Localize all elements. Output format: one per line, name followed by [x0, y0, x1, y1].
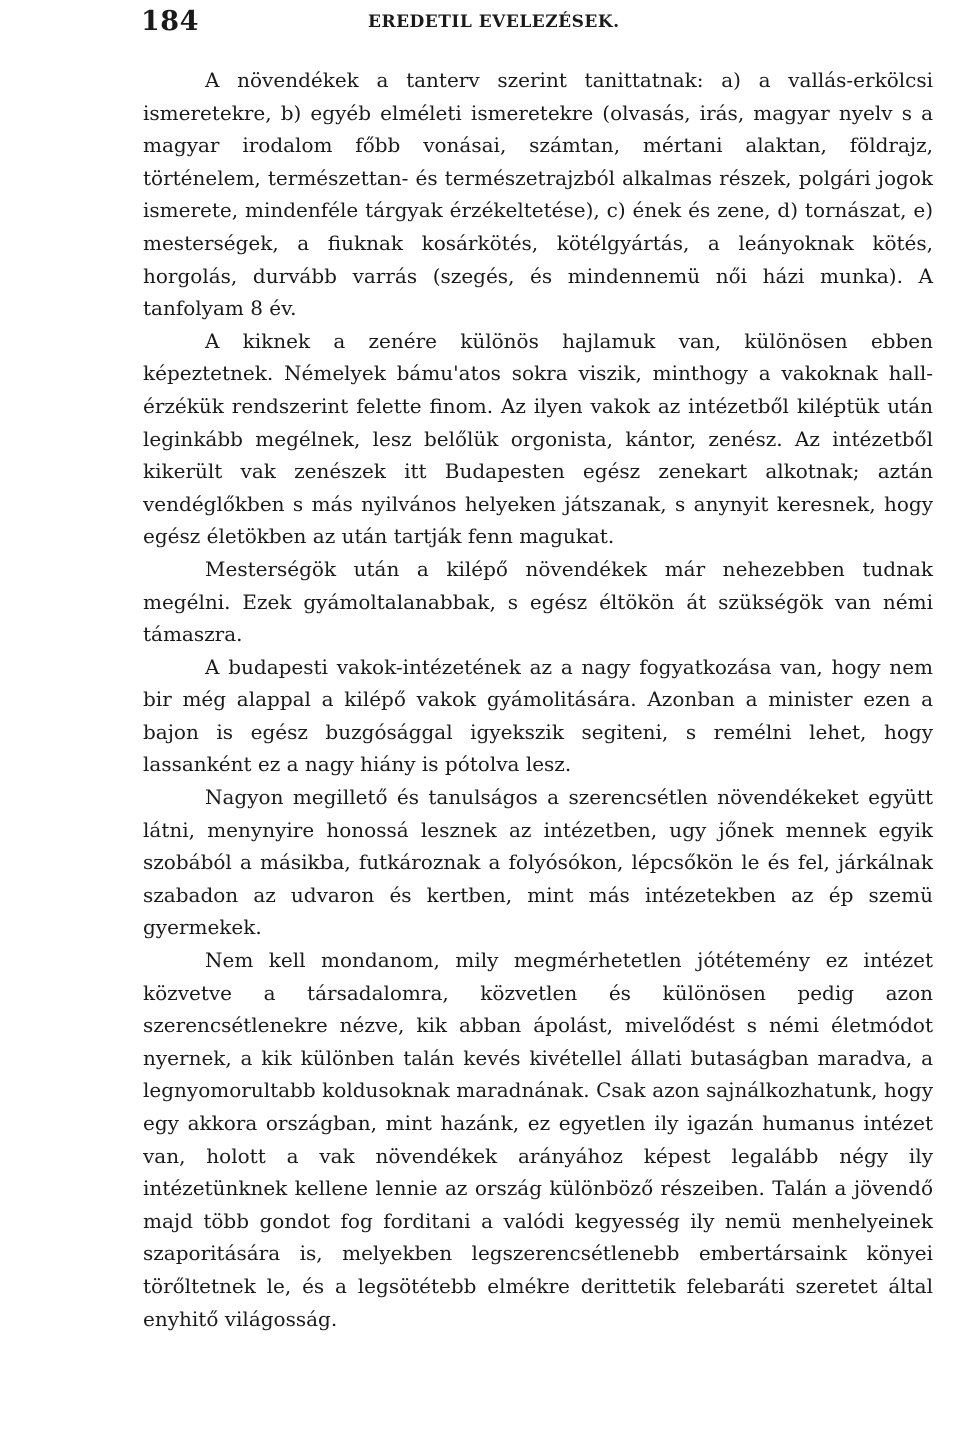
- page-number: 184: [141, 6, 199, 37]
- paragraph-pupils-at-home: Nagyon megillető és tanulságos a szerencsétlen növendékeket együtt látni, menynyire honossá lesznek az intézetben, ugy jőnek mennek egyik szobából a másikba, futkároznak a folyósókon, lépcsőkön le és fel, járkálnak szabadon az udvaron és kertben, mint más intézetekben az ép szemü gyermekek.: [143, 785, 933, 940]
- paragraph-institute-shortcoming: A budapesti vakok-intézetének az a nagy fogyatkozása van, hogy nem bir még alappal a kilépő vakok gyámolitására. Azonban a minister ezen a bajon is egész buzgósággal igyekszik segiteni, s remélni lehet, hogy lassanként ez a nagy hiány is pótolva lesz.: [143, 654, 933, 777]
- body-text: [143, 64, 933, 1335]
- paragraph-trades: Mesterségök után a kilépő növendékek már nehezebben tudnak megélni. Ezek gyámoltalanabbak, s egész éltökön át szükségök van némi támaszra.: [143, 556, 933, 647]
- page-header: [143, 6, 933, 50]
- paragraph-curriculum: A növendékek a tanterv szerint tanittatnak: a) a vallás-erkölcsi ismeretekre, b) egyéb elméleti ismeretekre (olvasás, irás, magyar nyelv s a magyar irodalom főbb vonásai, számtan, mértani alaktan, földrajz, történelem, természettan- és természetrajzból alkalmas részek, polgári jogok ismerete, mindenféle tárgyak érzékeltetése), c) ének és zene, d) tornászat, e) mesterségek, a fiuknak kosárkötés, kötélgyártás, a leányoknak kötés, horgolás, durvább varrás (szegés, és mindennemü női házi munka). A tanfolyam 8 év.: [143, 68, 933, 321]
- running-title: EREDETIL EVELEZÉSEK.: [368, 12, 620, 32]
- book-page: [143, 0, 933, 1335]
- paragraph-benefit-to-society: Nem kell mondanom, mily megmérhetetlen jótétemény ez intézet közvetve a társadalomra, közvetlen és különösen pedig azon szerencsétlenekre nézve, kik abban ápolást, mivelődést s némi életmódot nyernek, a kik különben talán kevés kivétellel állati butaságban maradva, a legnyomorultabb koldusoknak maradnának. Csak azon sajnálkozhatunk, hogy egy akkora országban, mint hazánk, ez egyetlen ily igazán humanus intézet van, holott a vak növendékek arányához képest legalább négy ily intézetünknek kellene lennie az ország különböző részeiben. Talán a jövendő majd több gondot fog forditani a valódi kegyesség ily nemü menhelyeinek szaporitására is, melyekben legszerencsétlenebb embertársaink könyei törőltetnek le, és a legsötétebb elmékre derittetik felebaráti szeretet által enyhitő világosság.: [143, 948, 933, 1331]
- paragraph-music-training: A kiknek a zenére különös hajlamuk van, különösen ebben képeztetnek. Némelyek bámu'atos sokra viszik, minthogy a vakoknak hall-érzékük rendszerint felette finom. Az ilyen vakok az intézetből kiléptük után leginkább megélnek, lesz belőlük orgonista, kántor, zenész. Az intézetből kikerült vak zenészek itt Budapesten egész zenekart alkotnak; aztán vendéglőkben s más nyilvános helyeken játszanak, s anynyit keresnek, hogy egész életökben az után tartják fenn magukat.: [143, 328, 933, 549]
